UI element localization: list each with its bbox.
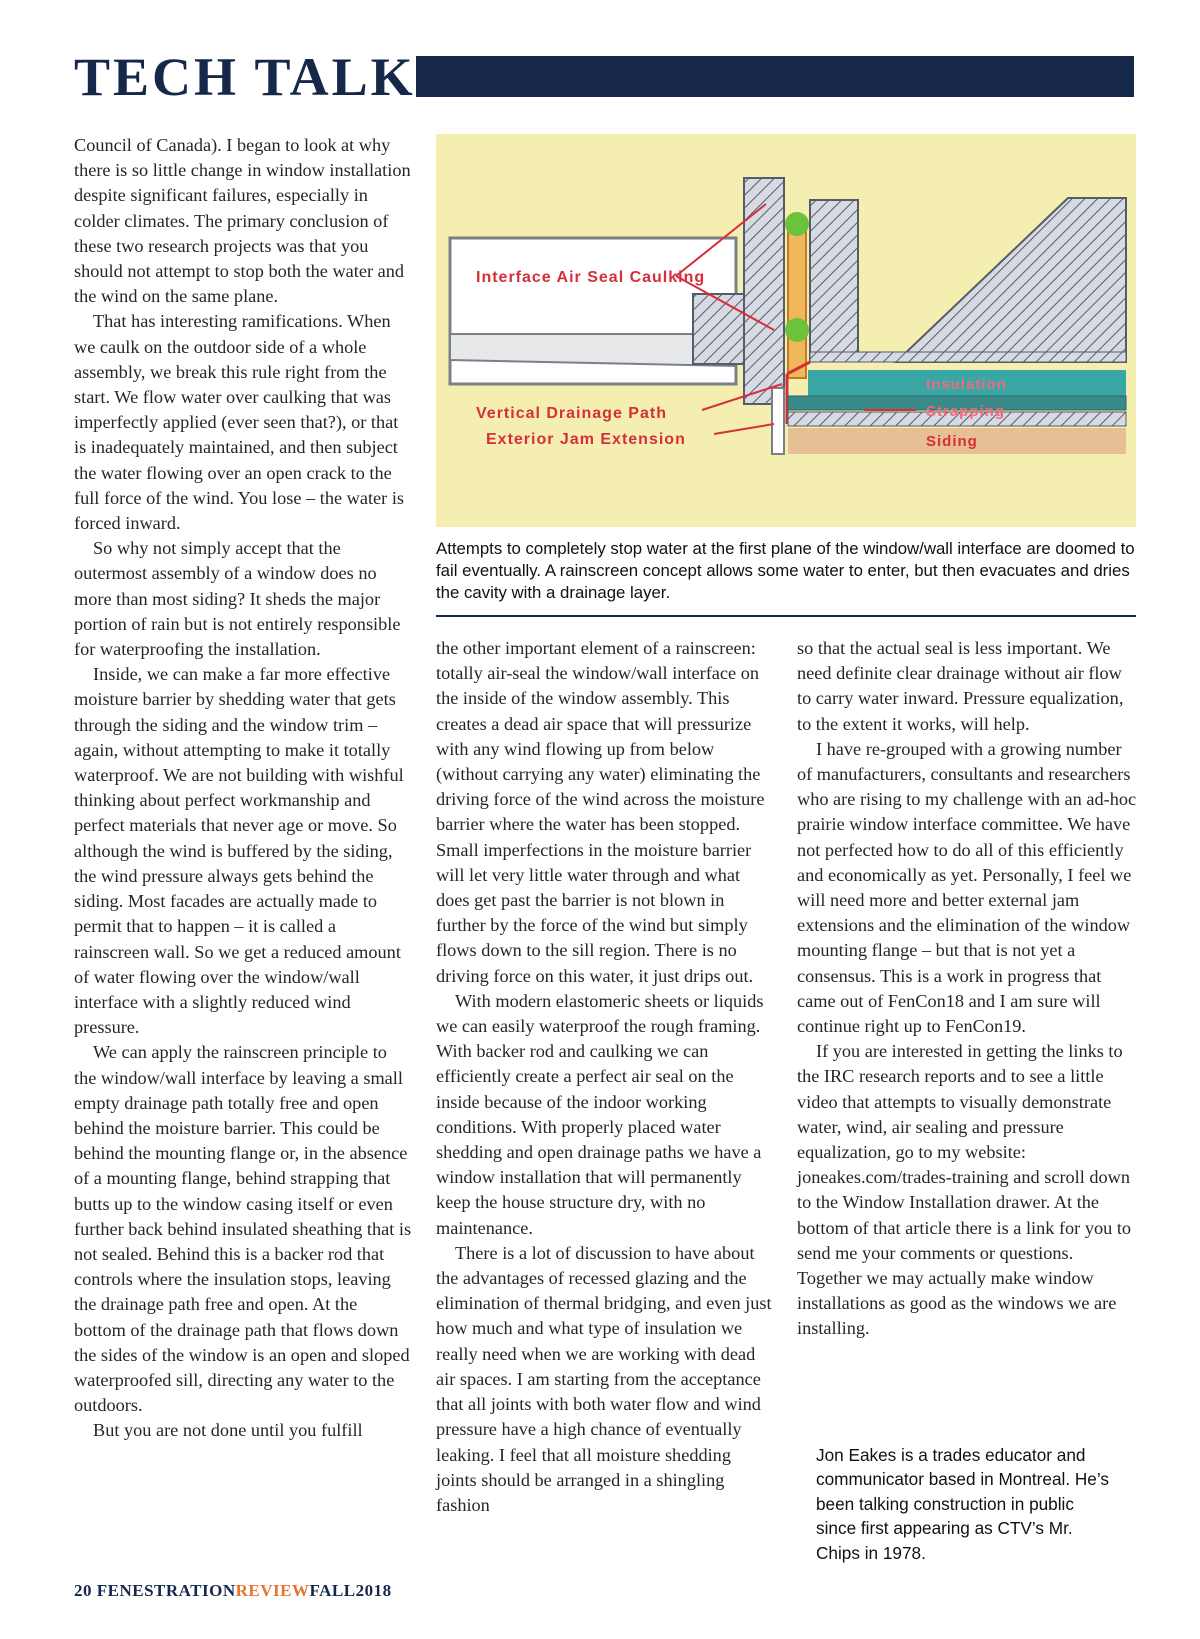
paragraph: Council of Canada). I began to look at why there is so little change in window installation despite significant failures, especially in colder climates. The primary conclusion of these two research projects was that you should not attempt to stop both the water and the wind on the same plane. [74, 135, 411, 307]
seal-caulking-bottom [785, 318, 809, 342]
article-column-3 [797, 636, 1137, 1342]
paragraph: That has interesting ramifications. When we caulk on the outdoor side of a whole assembly, we break this rule right from the start. We flow water over caulking that was imperfectly applied (ever seen that?), or that is inadequately maintained, and then subject the water flowing over an open crack to the full force of the wind. You lose – the water is forced inward. [74, 311, 405, 534]
paragraph: Inside, we can make a far more effective moisture barrier by shedding water that gets through the siding and the window trim – again, without attempting to make it totally waterproof. We are not building with wishful thinking about perfect workmanship and perfect materials that never age or move. So although the wind is buffered by the siding, the wind pressure always gets behind the siding. Most facades are actually made to permit that to happen – it is called a rainscreen wall. So we get a reduced amount of water flowing over the window/wall interface with a slightly reduced wind pressure. [74, 664, 404, 1038]
jamb-shape [744, 178, 784, 404]
paragraph: So why not simply accept that the outermost assembly of a window does no more than most siding? It sheds the major portion of rain but is not entirely responsible for waterproofing the installation. [74, 538, 401, 660]
paragraph: If you are interested in getting the links to the IRC research reports and to see a little video that attempts to visually demonstrate water, wind, air sealing and pressure equalization, go to my website: joneakes.com/trades-training and scroll down to the Window Installation drawer. At the bottom of that article there is a link for you to send me your comments or questions. Together we may actually make window installations as good as the windows we are installing. [797, 1041, 1132, 1339]
issue-label: FALL2018 [309, 1581, 392, 1600]
label-interface-air-seal: Interface Air Seal Caulking [476, 269, 706, 286]
label-insulation: Insulation [926, 376, 1007, 393]
paragraph: so that the actual seal is less important. We need definite clear drainage without air flow to carry water inward. Pressure equalization, to the extent it works, will help. [797, 638, 1124, 734]
paragraph: But you are not done until you fulfill [93, 1420, 363, 1441]
paragraph: We can apply the rainscreen principle to the window/wall interface by leaving a small empty drainage path totally free and open behind the moisture barrier. This could be behind the mounting flange or, in the absence of a mounting flange, behind strapping that butts up to the window casing itself or even further back behind insulated sheathing that is not sealed. Behind this is a backer rod that controls where the insulation stops, leaving the drainage path free and open. At the bottom of the drainage path that flows down the sides of the window is an open and sloped waterproofed sill, directing any water to the outdoors. [74, 1042, 412, 1416]
magazine-name-part1: FENESTRATION [96, 1581, 236, 1600]
label-strapping: Strapping [926, 403, 1005, 420]
page-footer [74, 1581, 392, 1601]
wall-stud-shape [810, 200, 858, 360]
article-column-1 [74, 133, 412, 1444]
author-bio: Jon Eakes is a trades educator and communicator based in Montreal. He’s been talking construction in public since first appearing as CTV’s Mr. Chips in 1978. [816, 1445, 1109, 1563]
caption-divider [436, 615, 1136, 617]
label-exterior-jam: Exterior Jam Extension [486, 431, 686, 448]
seal-caulking-top [785, 212, 809, 236]
article-column-2 [436, 636, 776, 1518]
label-vertical-drainage: Vertical Drainage Path [476, 405, 667, 422]
cavity-shape [788, 218, 806, 378]
page-number: 20 [74, 1581, 92, 1600]
section-title: TECH TALK [74, 47, 416, 107]
paragraph: I have re-grouped with a growing number of manufacturers, consultants and researchers who are rising to my challenge with an ad-hoc prairie window interface committee. We have not perfected how to do all of this efficiently and economically as yet. Personally, I feel we will need more and better external jam extensions and the elimination of the window mounting flange – but that is not yet a consensus. This is a work in progress that came out of FenCon18 and I am sure will continue right up to FenCon19. [797, 738, 1137, 1037]
window-interface-diagram [436, 134, 1136, 527]
exterior-jam-extension-shape [772, 388, 784, 454]
sheathing-strip-shape [810, 352, 1126, 362]
figure-caption: Attempts to completely stop water at the first plane of the window/wall interface are doomed to fail eventually. A rainscreen concept allows some water to enter, but then evacuates and dries the cavity with a drainage layer. [436, 539, 1135, 602]
paragraph: There is a lot of discussion to have about the advantages of recessed glazing and the elimination of thermal bridging, and even just how much and what type of insulation we really need when we are working with dead air spaces. I am starting from the acceptance that all joints with both water flow and wind pressure have a high chance of eventually leaking. I feel that all moisture shedding joints should be arranged in a shingling fashion [436, 1242, 772, 1515]
magazine-name-part2: REVIEW [235, 1581, 310, 1600]
paragraph: the other important element of a rainscreen: totally air-seal the window/wall interface on the inside of the window assembly. This creates a dead air space that will pressurize with any wind flowing up from below (without carrying any water) eliminating the driving force of the wind across the moisture barrier where the water has been stopped. Small imperfections in the moisture barrier will let very little water through and what does get past the barrier is not blown in further by the force of the wind but simply flows down to the sill region. There is no driving force on this water, it just drips out. [436, 638, 765, 986]
header-bar [416, 56, 1134, 97]
paragraph: With modern elastomeric sheets or liquids we can easily waterproof the rough framing. With backer rod and caulking we can efficiently create a perfect air seal on the inside because of the indoor working conditions. With properly placed water shedding and open drainage paths we have a window installation that will permanently keep the house structure dry, with no maintenance. [436, 990, 764, 1238]
label-siding: Siding [926, 433, 978, 450]
